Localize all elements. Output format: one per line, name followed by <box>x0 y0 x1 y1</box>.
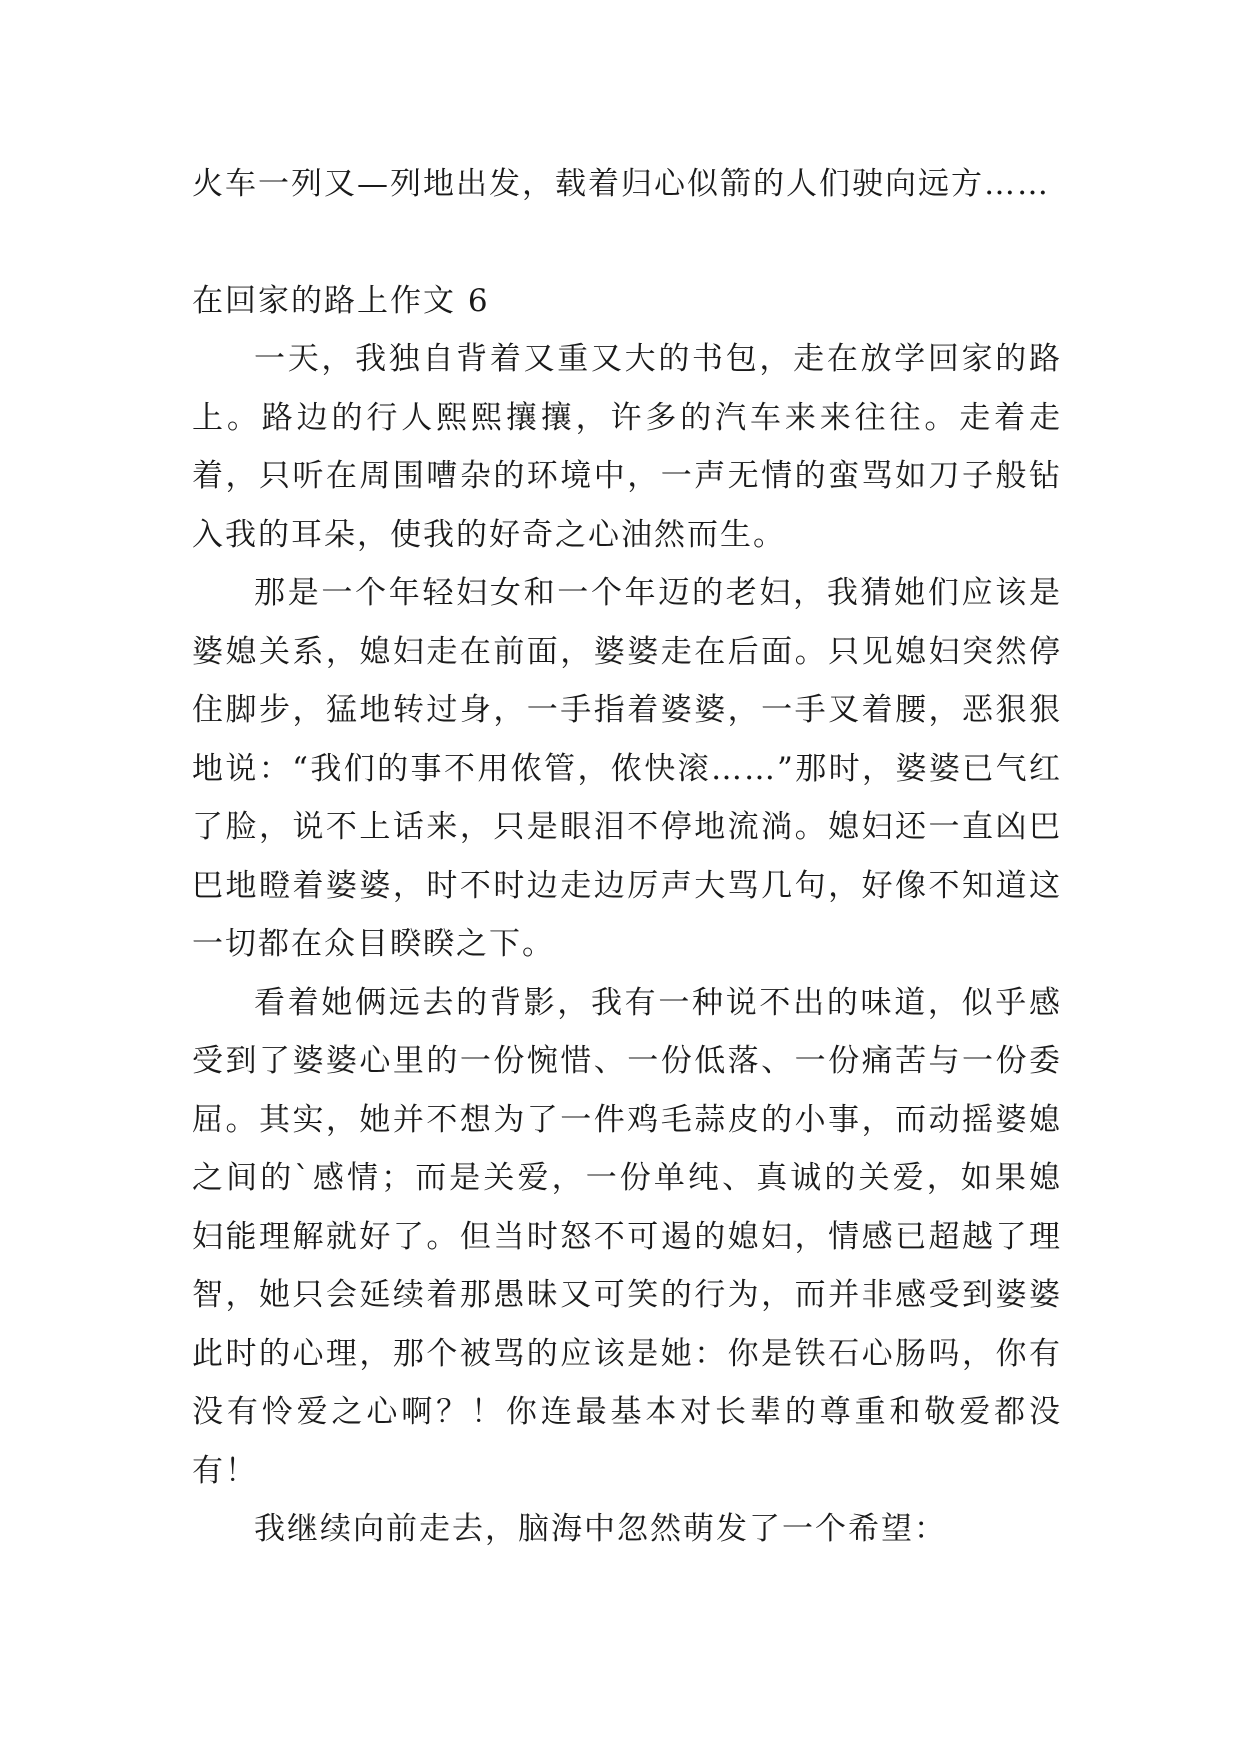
document-body <box>192 155 1062 1559</box>
paragraph-4: 我继续向前走去，脑海中忽然萌发了一个希望： <box>254 1511 947 1547</box>
essay-heading: 在回家的路上作文 6 <box>192 282 490 319</box>
lead-line: 火车一列又—列地出发，载着归心似箭的人们驶向远方…… <box>192 166 1050 202</box>
paragraph-3: 看着她俩远去的背影，我有一种说不出的味道，似乎感受到了婆婆心里的一份惋惜、一份低落、一份痛苦与一份委屈。其实，她并不想为了一件鸡毛蒜皮的小事，而动摇婆媳之间的`感情；而是关爱，一份单纯、真诚的关爱，如果媳妇能理解就好了。但当时怒不可遏的媳妇，情感已超越了理智，她只会延续着那愚昧又可笑的行为，而并非感受到婆婆此时的心理，那个被骂的应该是她：你是铁石心肠吗，你有没有怜爱之心啊？！你连最基本对长辈的尊重和敬爱都没有！ <box>192 984 1062 1489</box>
paragraph-1: 一天，我独自背着又重又大的书包，走在放学回家的路上。路边的行人熙熙攘攘，许多的汽车来来往往。走着走着，只听在周围嘈杂的环境中，一声无情的蛮骂如刀子般钻入我的耳朵，使我的好奇之心油然而生。 <box>192 341 1062 553</box>
paragraph-2: 那是一个年轻妇女和一个年迈的老妇，我猜她们应该是婆媳关系，媳妇走在前面，婆婆走在后面。只见媳妇突然停住脚步，猛地转过身，一手指着婆婆，一手叉着腰，恶狠狠地说：“我们的事不用侬管，侬快滚……”那时，婆婆已气红了脸，说不上话来，只是眼泪不停地流淌。媳妇还一直凶巴巴地瞪着婆婆，时不时边走边厉声大骂几句，好像不知道这一切都在众目睽睽之下。 <box>192 575 1062 962</box>
